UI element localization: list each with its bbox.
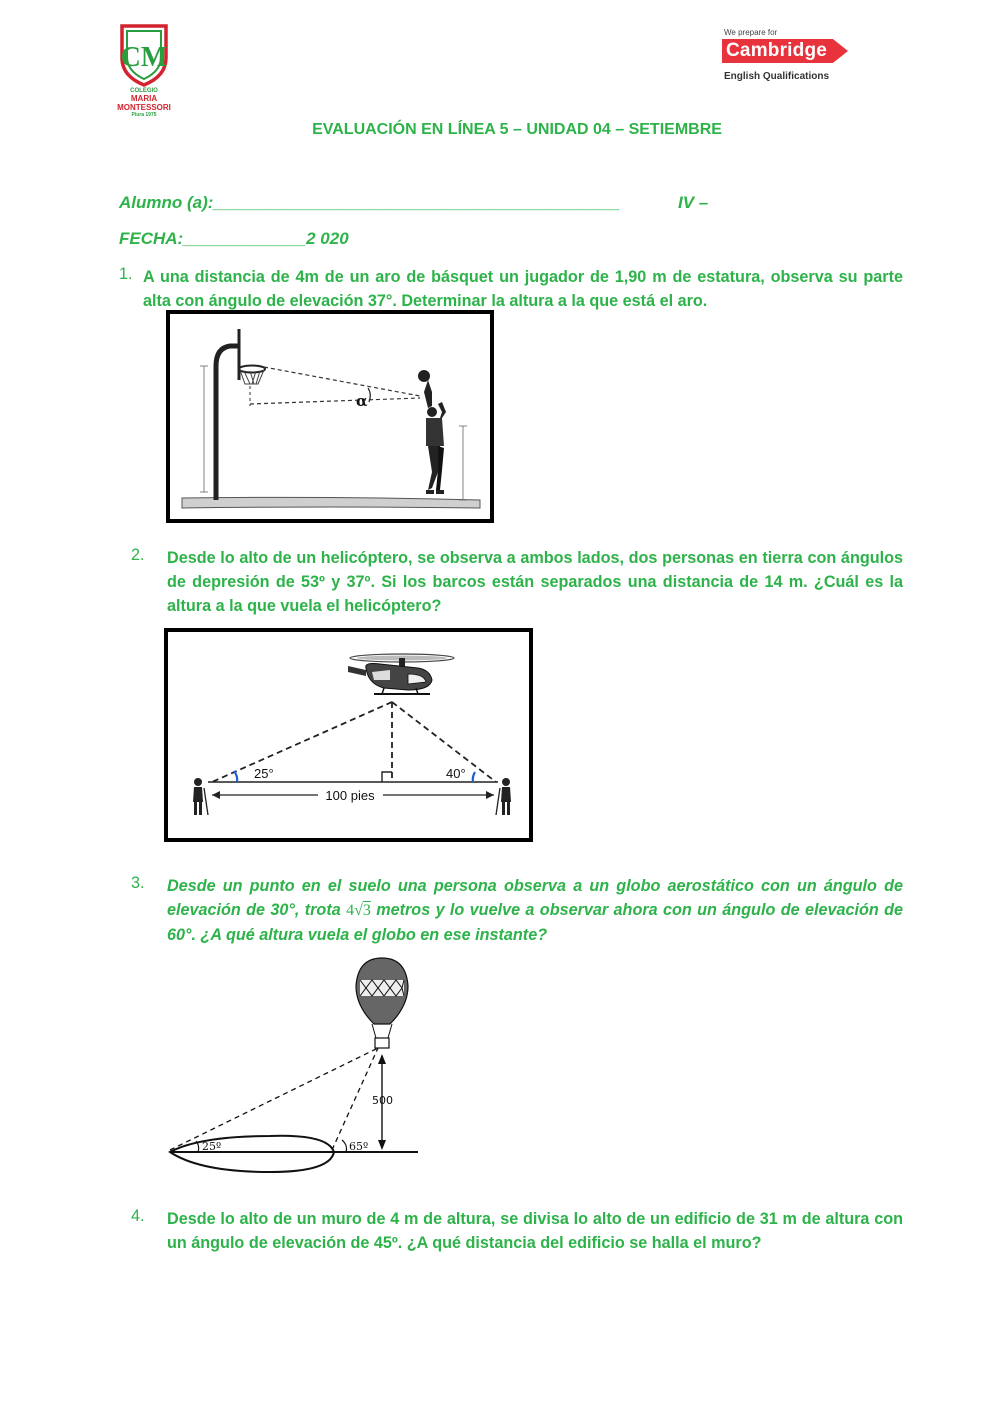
figure-basketball xyxy=(166,310,494,523)
math-radicand: 3 xyxy=(362,902,371,919)
question-number: 3. xyxy=(131,874,145,892)
question-3-text-part1: Desde un punto en el suelo una persona observa a un globo aerostático con un ángulo de elevación de 30°, trota xyxy=(167,877,903,919)
player-icon xyxy=(418,370,446,494)
sqrt-icon: √ xyxy=(354,902,363,919)
question-number: 4. xyxy=(131,1207,145,1225)
distance-label: 100 pies xyxy=(325,788,375,803)
basketball-diagram xyxy=(170,314,490,519)
page-title: EVALUACIÓN EN LÍNEA 5 – UNIDAD 04 – SETIEMBRE xyxy=(312,121,722,138)
school-monogram: CM xyxy=(120,42,168,73)
date-field: FECHA:_____________2 020 xyxy=(119,229,349,248)
question-2-text: Desde lo alto de un helicóptero, se observa a ambos lados, dos personas en tierra con ángulos de depresión de 53º y 37º. Si los barcos están separados una distancia de 14 m. ¿Cuál es la altura a la que vuela el helicóptero? xyxy=(167,549,903,615)
cambridge-brand: Cambridge xyxy=(726,40,828,61)
logo-line-4: Piura 1975 xyxy=(131,112,157,118)
math-expression xyxy=(346,902,371,919)
question-4-text: Desde lo alto de un muro de 4 m de altura, se divisa lo alto de un edificio de 31 m de altura con un ángulo de elevación de 45º. ¿A qué distancia del edificio se halla el muro? xyxy=(167,1210,903,1252)
school-logo xyxy=(108,22,180,122)
left-angle-label: 25° xyxy=(254,766,274,781)
left-angle-label: 25º xyxy=(202,1140,222,1153)
student-grade-field: IV – xyxy=(678,193,709,212)
logo-line-1: COLEGIO xyxy=(130,88,158,94)
helicopter-icon xyxy=(348,654,454,694)
student-name-field: Alumno (a):___________________________________________ xyxy=(119,193,620,212)
cambridge-logo xyxy=(722,28,872,88)
question-number: 2. xyxy=(131,546,145,564)
cambridge-tagline: We prepare for xyxy=(724,28,778,37)
math-coefficient: 4 xyxy=(346,902,355,919)
question-number: 1. xyxy=(119,265,133,283)
figure-helicopter xyxy=(164,628,533,842)
question-3-text xyxy=(167,874,903,947)
logo-line-3: MONTESSORI xyxy=(117,103,171,112)
angle-alpha-label: α xyxy=(356,392,368,410)
height-label: 500 xyxy=(372,1094,393,1107)
right-angle-label: 40° xyxy=(446,766,466,781)
hot-air-balloon-icon xyxy=(356,958,408,1048)
cambridge-subtitle: English Qualifications xyxy=(724,71,830,82)
question-1-text: A una distancia de 4m de un aro de básquet un jugador de 1,90 m de estatura, observa su parte alta con ángulo de elevación 37°. Determinar la altura a la que está el aro. xyxy=(143,268,903,310)
school-crest-icon xyxy=(108,22,180,88)
right-angle-label: 65º xyxy=(349,1140,369,1153)
logo-line-2: MARIA xyxy=(130,94,158,103)
right-person-icon xyxy=(496,778,511,815)
left-person-icon xyxy=(193,778,208,815)
figure-balloon xyxy=(160,950,430,1180)
question-3-text-part2: metros y lo vuelve a observar ahora con un ángulo de elevación de 60°. ¿A qué altura vuela el globo en ese instante? xyxy=(167,901,903,944)
balloon-diagram xyxy=(160,950,430,1180)
helicopter-diagram xyxy=(168,632,529,838)
